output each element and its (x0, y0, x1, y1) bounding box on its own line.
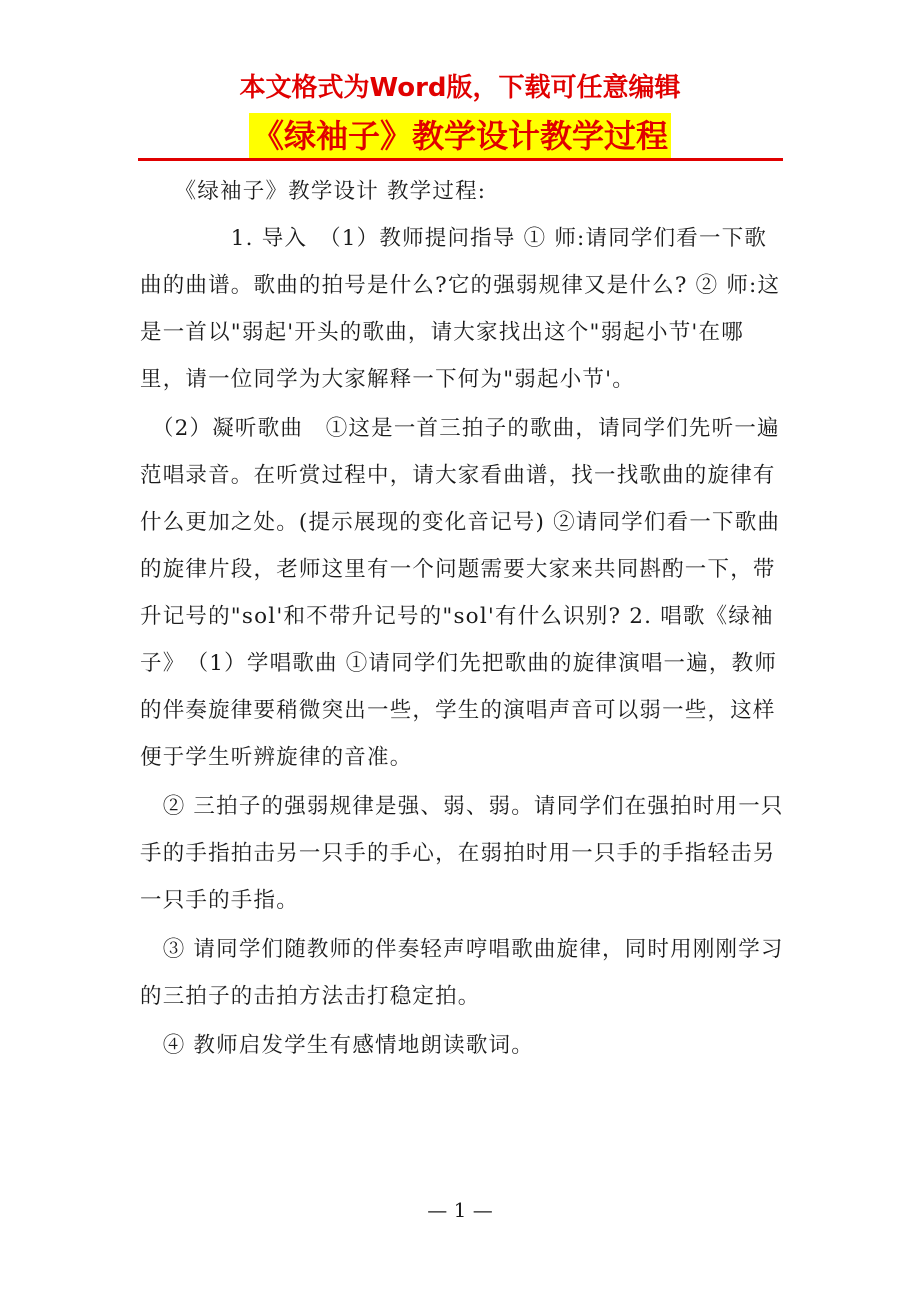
title-wrap (0, 113, 920, 159)
document-body (140, 168, 784, 1069)
paragraph-beat-pattern: ② 三拍子的强弱规律是强、弱、弱。请同学们在强拍时用一只手的手指拍击另一只手的手心，在弱拍时用一只手的手指轻击另一只手的手指。 (140, 794, 784, 913)
paragraph-intro: 《绿袖子》教学设计 教学过程: (140, 179, 487, 204)
paragraph-intro-section: 1. 导入 （1）教师提问指导 ① 师:请同学们看一下歌曲的曲谱。歌曲的拍号是什么?它的强弱规律又是什么? ② 师:这是一首以"弱起'开头的歌曲，请大家找出这个"弱起小节'在哪里，请一位同学为大家解释一下何为"弱起小节'。 (140, 226, 781, 392)
paragraph-reading-lyrics: ④ 教师启发学生有感情地朗读歌词。 (140, 1033, 534, 1058)
title-divider (138, 158, 783, 161)
paragraph-humming: ③ 请同学们随教师的伴奏轻声哼唱歌曲旋律，同时用刚刚学习的三拍子的击拍方法击打稳定拍。 (140, 937, 784, 1009)
document-title: 《绿袖子》教学设计教学过程 (249, 113, 671, 159)
download-banner: 本文格式为Word版，下载可任意编辑 (239, 73, 681, 103)
page-number: — 1 — (427, 1198, 493, 1222)
paragraph-listening: （2）凝听歌曲 ①这是一首三拍子的歌曲，请同学们先听一遍范唱录音。在听赏过程中，请大家看曲谱，找一找歌曲的旋律有什么更加之处。(提示展现的变化音记号) ②请同学们看一下歌曲的旋律片段，老师这里有一个问题需要大家来共同斟酌一下，带升记号的"sol'和不带升记号的"sol'有什么识别? 2. 唱歌《绿袖子》 （1）学唱歌曲 ①请同学们先把歌曲的旋律演唱一遍，教师的伴奏旋律要稍微突出一些，学生的演唱声音可以弱一些，这样便于学生听辨旋律的音准。 (140, 416, 781, 770)
